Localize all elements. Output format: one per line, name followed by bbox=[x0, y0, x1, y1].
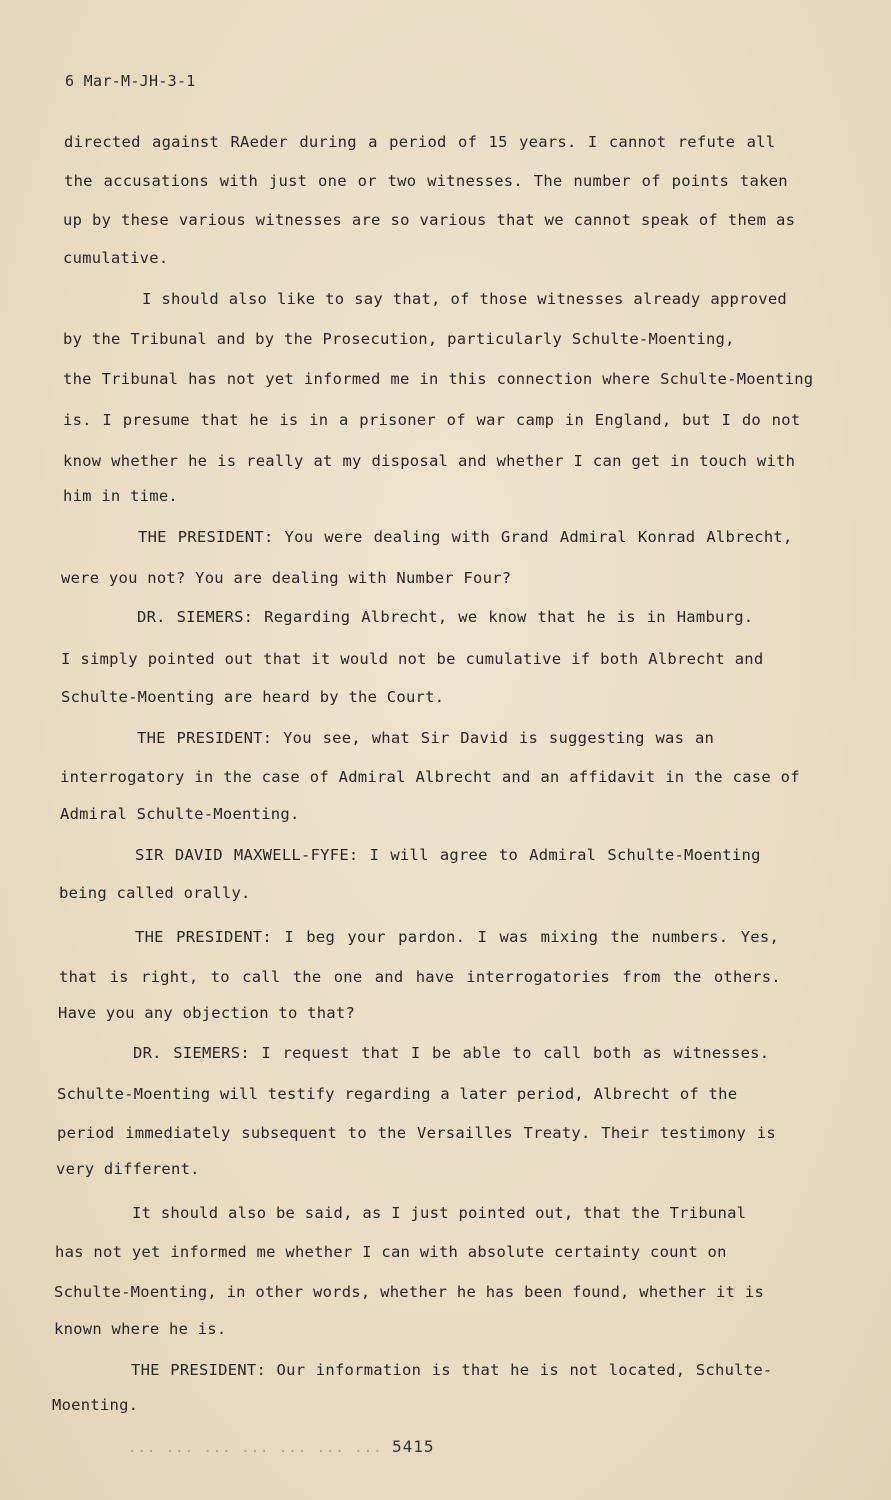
text-line: the Tribunal has not yet informed me in this connection where Schulte-Moenting bbox=[63, 370, 814, 388]
page-footer bbox=[128, 1437, 435, 1456]
text-line: has not yet informed me whether I can with absolute certainty count on bbox=[55, 1243, 727, 1261]
text-line: very different. bbox=[56, 1160, 200, 1178]
text-line: period immediately subsequent to the Versailles Treaty. Their testimony is bbox=[57, 1124, 776, 1142]
text-line: is. I presume that he is in a prisoner of war camp in England, but I do not bbox=[63, 411, 801, 429]
text-line: interrogatory in the case of Admiral Albrecht and an affidavit in the case of bbox=[60, 768, 800, 786]
text-line: know whether he is really at my disposal and whether I can get in touch with bbox=[63, 452, 796, 470]
text-line: by the Tribunal and by the Prosecution, particularly Schulte-Moenting, bbox=[63, 330, 735, 348]
text-line: It should also be said, as I just pointed out, that the Tribunal bbox=[132, 1204, 747, 1222]
speaker-line: SIR DAVID MAXWELL-FYFE: I will agree to Admiral Schulte-Moenting bbox=[135, 846, 761, 864]
page-number: 5415 bbox=[392, 1437, 435, 1456]
text-line: Moenting. bbox=[52, 1396, 139, 1414]
text-line: known where he is. bbox=[54, 1320, 227, 1338]
speaker-line: THE PRESIDENT: Our information is that he is not located, Schulte- bbox=[131, 1361, 773, 1379]
text-line: Have you any objection to that? bbox=[58, 1004, 356, 1022]
speaker-line: DR. SIEMERS: Regarding Albrecht, we know that he is in Hamburg. bbox=[137, 608, 754, 626]
text-line: I simply pointed out that it would not be cumulative if both Albrecht and bbox=[61, 650, 764, 668]
speaker-line: THE PRESIDENT: I beg your pardon. I was mixing the numbers. Yes, bbox=[135, 928, 780, 946]
document-reference: 6 Mar-M-JH-3-1 bbox=[65, 72, 196, 90]
text-line: being called orally. bbox=[59, 884, 251, 902]
speaker-line: THE PRESIDENT: You see, what Sir David is suggesting was an bbox=[137, 729, 715, 747]
text-line: Schulte-Moenting, in other words, whether he has been found, whether it is bbox=[54, 1283, 765, 1301]
speaker-line: THE PRESIDENT: You were dealing with Grand Admiral Konrad Albrecht, bbox=[138, 528, 793, 546]
text-line: that is right, to call the one and have interrogatories from the others. bbox=[59, 968, 781, 986]
text-line: Schulte-Moenting are heard by the Court. bbox=[61, 688, 445, 706]
text-line: Admiral Schulte-Moenting. bbox=[60, 805, 300, 823]
text-line: directed against RAeder during a period of 15 years. I cannot refute all bbox=[64, 133, 776, 151]
text-line: were you not? You are dealing with Number Four? bbox=[61, 569, 512, 587]
speaker-line: DR. SIEMERS: I request that I be able to call both as witnesses. bbox=[133, 1044, 770, 1062]
text-line: up by these various witnesses are so various that we cannot speak of them as bbox=[63, 211, 796, 229]
text-line: cumulative. bbox=[63, 249, 169, 267]
text-line: the accusations with just one or two witnesses. The number of points taken bbox=[64, 172, 788, 190]
faded-footer-text: ... ... ... ... ... ... ... bbox=[128, 1440, 383, 1456]
text-line: Schulte-Moenting will testify regarding a later period, Albrecht of the bbox=[57, 1085, 738, 1103]
text-line: I should also like to say that, of those witnesses already approved bbox=[142, 290, 787, 308]
text-line: him in time. bbox=[63, 487, 178, 505]
